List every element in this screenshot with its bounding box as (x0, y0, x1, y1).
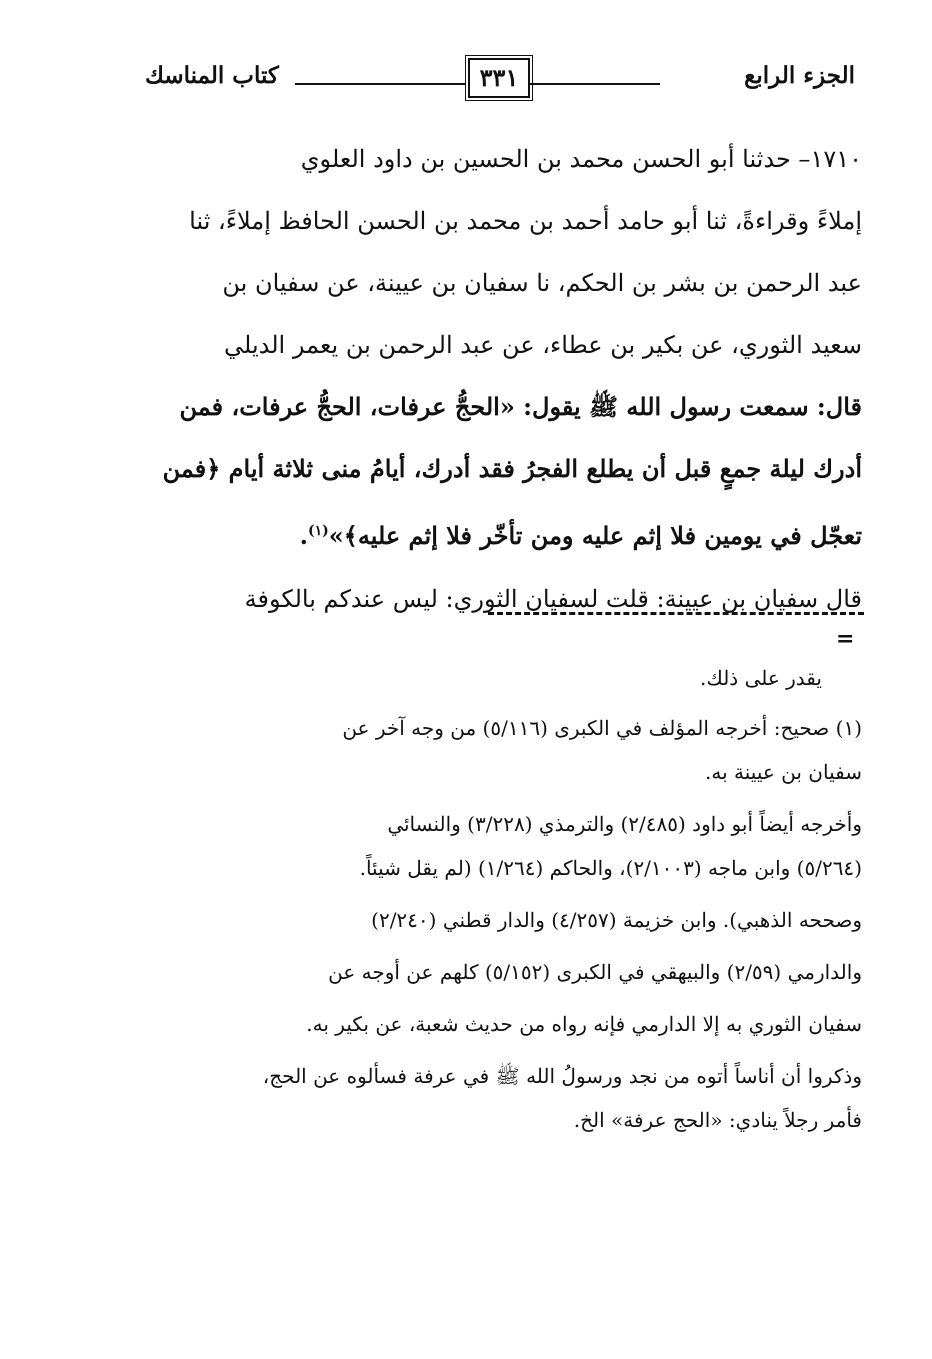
text-line: أدرك ليلة جمعٍ قبل أن يطلع الفجرُ فقد أدرك، أيامُ منى ثلاثة أيام ﴿فمن (162, 454, 862, 483)
footnote-separator (488, 612, 864, 615)
continuation-mark: = (836, 626, 855, 652)
footnotes (150, 656, 862, 1142)
text-span: . (299, 521, 308, 550)
header-rule-right (530, 83, 660, 85)
footnote-line: وصححه الذهبي). وابن خزيمة (٤/٢٥٧) والدار قطني (٢/٢٤٠) (371, 908, 862, 932)
footnote-line: سفيان الثوري به إلا الدارمي فإنه رواه من حديث شعبة، عن بكير به. (306, 1012, 862, 1036)
text-line-with-footnote (140, 500, 862, 562)
footnote-line: فأمر رجلاً ينادي: «الحج عرفة» الخ. (573, 1108, 862, 1132)
book-title: كتاب المناسك (145, 62, 279, 89)
text-span: تعجّل في يومين فلا إثم عليه ومن تأخّر فلا إثم عليه﴾» (328, 521, 862, 550)
text-line: قال: سمعت رسول الله ﷺ يقول: «الحجُّ عرفات، الحجُّ عرفات، فمن (179, 392, 862, 421)
footnote-continuation: يقدر على ذلك. (700, 666, 822, 690)
footnote-line: والدارمي (٢/٥٩) والبيهقي في الكبرى (٥/١٥٢) كلهم عن أوجه عن (328, 960, 862, 984)
footnote-line: سفيان بن عيينة به. (705, 760, 862, 784)
footnote-line: وذكروا أن أناساً أتوه من نجد ورسولُ الله ﷺ في عرفة فسألوه عن الحج، (262, 1064, 862, 1088)
page-number: ٣٣١ (468, 58, 530, 98)
text-line: سعيد الثوري، عن بكير بن عطاء، عن عبد الرحمن بن يعمر الديلي (224, 331, 862, 359)
header-rule-left (295, 83, 465, 85)
footnote-marker: (١) (307, 523, 329, 539)
volume-title: الجزء الرابع (744, 62, 855, 89)
text-line: إملاءً وقراءةً، ثنا أبو حامد أحمد بن محمد بن الحسن الحافظ إملاءً، ثنا (189, 207, 862, 235)
footnote-line: وأخرجه أيضاً أبو داود (٢/٤٨٥) والترمذي (٣/٢٢٨) والنسائي (387, 812, 862, 836)
running-header (135, 58, 855, 102)
text-line: عبد الرحمن بن بشر بن الحكم، نا سفيان بن عيينة، عن سفيان بن (222, 269, 862, 297)
hadith-text (140, 128, 862, 630)
footnote-line: (١) صحيح: أخرجه المؤلف في الكبرى (٥/١١٦) من وجه آخر عن (342, 716, 862, 740)
footnote-line: (٥/٢٦٤) وابن ماجه (٢/١٠٠٣)، والحاكم (١/٢٦٤) (لم يقل شيئاً. (359, 856, 862, 880)
text-line: ١٧١٠– حدثنا أبو الحسن محمد بن الحسين بن داود العلوي (300, 145, 862, 173)
text-line: قال سفيان بن عيينة: قلت لسفيان الثوري: ليس عندكم بالكوفة (244, 585, 862, 613)
